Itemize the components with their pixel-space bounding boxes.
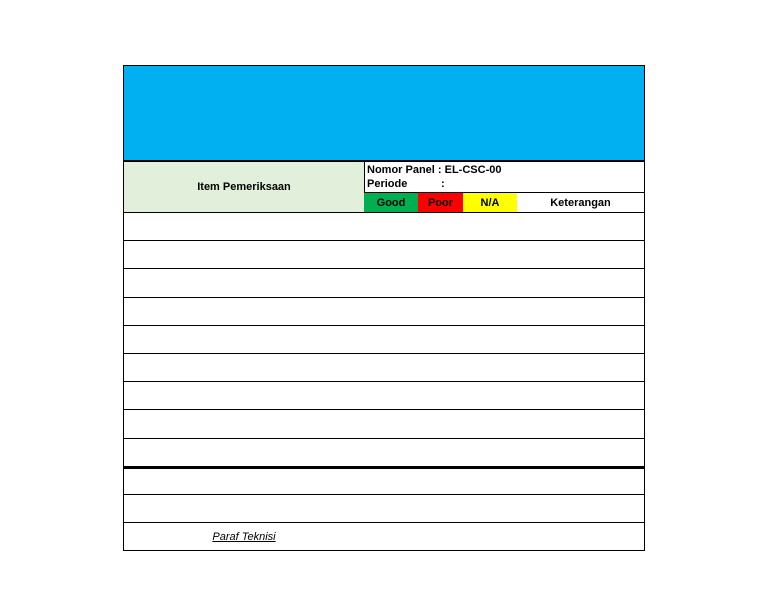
item-cell[interactable] — [123, 354, 365, 382]
poor-cell[interactable] — [418, 354, 464, 382]
na-cell[interactable] — [463, 298, 518, 326]
item-cell[interactable] — [123, 326, 365, 354]
poor-cell[interactable] — [418, 326, 464, 354]
periode-label: Periode — [367, 178, 408, 190]
keterangan-cell[interactable] — [517, 354, 645, 382]
good-cell[interactable] — [364, 410, 419, 439]
poor-cell[interactable] — [418, 410, 464, 439]
good-cell[interactable] — [364, 382, 419, 410]
status-na-label: N/A — [480, 196, 500, 209]
keterangan-cell[interactable] — [517, 326, 645, 354]
item-cell[interactable] — [123, 298, 365, 326]
paraf-teknisi-label: Paraf Teknisi — [212, 530, 276, 543]
keterangan-cell[interactable] — [517, 382, 645, 410]
item-cell[interactable] — [123, 410, 365, 439]
panel-number-label: Nomor Panel : EL-CSC-00 — [367, 164, 502, 176]
keterangan-cell[interactable] — [517, 523, 645, 551]
keterangan-cell[interactable] — [517, 439, 645, 467]
item-cell[interactable] — [123, 213, 365, 241]
poor-cell[interactable] — [418, 439, 464, 467]
status-good-label: Good — [376, 196, 406, 209]
na-cell[interactable] — [463, 382, 518, 410]
good-cell[interactable] — [364, 523, 419, 551]
item-pemeriksaan-label: Item Pemeriksaan — [197, 181, 291, 193]
good-cell[interactable] — [364, 241, 419, 269]
poor-cell[interactable] — [418, 269, 464, 298]
poor-cell[interactable] — [418, 241, 464, 269]
good-cell[interactable] — [364, 326, 419, 354]
good-cell[interactable] — [364, 495, 419, 523]
status-poor-label: Poor — [427, 196, 454, 209]
na-cell[interactable] — [463, 326, 518, 354]
periode-colon: : — [441, 178, 445, 190]
good-cell[interactable] — [364, 439, 419, 467]
na-cell[interactable] — [463, 213, 518, 241]
good-cell[interactable] — [364, 269, 419, 298]
header-banner — [123, 65, 645, 161]
item-cell[interactable] — [123, 241, 365, 269]
status-na-header — [463, 192, 518, 213]
good-cell[interactable] — [364, 213, 419, 241]
item-pemeriksaan-header — [123, 161, 365, 213]
status-poor-header — [418, 192, 464, 213]
item-cell[interactable] — [123, 269, 365, 298]
keterangan-cell[interactable] — [517, 213, 645, 241]
item-cell[interactable] — [123, 439, 365, 467]
status-good-header — [364, 192, 419, 213]
good-cell[interactable] — [364, 467, 419, 495]
na-cell[interactable] — [463, 523, 518, 551]
keterangan-cell[interactable] — [517, 241, 645, 269]
keterangan-cell[interactable] — [517, 467, 645, 495]
item-cell[interactable] — [123, 382, 365, 410]
keterangan-cell[interactable] — [517, 269, 645, 298]
na-cell[interactable] — [463, 410, 518, 439]
na-cell[interactable] — [463, 354, 518, 382]
na-cell[interactable] — [463, 467, 518, 495]
item-cell[interactable] — [123, 495, 365, 523]
panel-info — [364, 161, 645, 192]
paraf-teknisi-cell — [123, 523, 365, 551]
item-cell[interactable] — [123, 467, 365, 495]
keterangan-cell[interactable] — [517, 298, 645, 326]
poor-cell[interactable] — [418, 467, 464, 495]
na-cell[interactable] — [463, 439, 518, 467]
poor-cell[interactable] — [418, 495, 464, 523]
poor-cell[interactable] — [418, 382, 464, 410]
poor-cell[interactable] — [418, 523, 464, 551]
na-cell[interactable] — [463, 495, 518, 523]
na-cell[interactable] — [463, 241, 518, 269]
keterangan-cell[interactable] — [517, 495, 645, 523]
keterangan-cell[interactable] — [517, 410, 645, 439]
na-cell[interactable] — [463, 269, 518, 298]
good-cell[interactable] — [364, 354, 419, 382]
poor-cell[interactable] — [418, 298, 464, 326]
poor-cell[interactable] — [418, 213, 464, 241]
keterangan-label: Keterangan — [550, 196, 611, 209]
keterangan-header — [517, 192, 645, 213]
good-cell[interactable] — [364, 298, 419, 326]
